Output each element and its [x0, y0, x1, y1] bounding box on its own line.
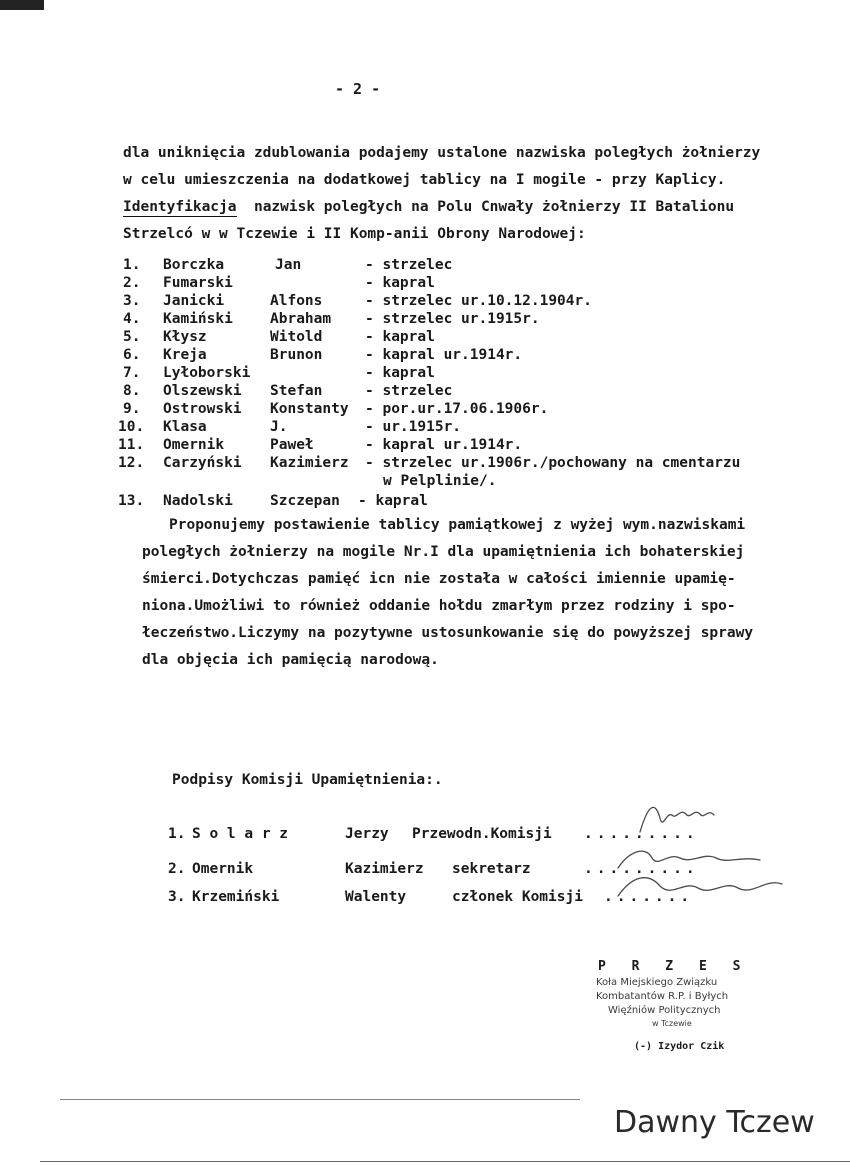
list-item-no: 8. — [123, 383, 141, 399]
signatures-heading: Podpisy Komisji Upamiętnienia:. — [172, 772, 443, 788]
list-item-info: - ur.1915r. — [365, 419, 462, 435]
identification-rest: nazwisk poległych na Polu Cnwały żołnierzy II Batalionu — [253, 199, 735, 215]
list-item-name: Konstanty — [270, 401, 349, 417]
list-item-surname: Kamiński — [163, 311, 233, 327]
identification-underlined: Identyfikacja — [123, 199, 237, 215]
list-item-surname: Kreja — [163, 347, 207, 363]
list-item-no: 9. — [123, 401, 141, 417]
page-number: - 2 - — [335, 80, 381, 98]
signatory-name: Jerzy — [345, 826, 389, 842]
list-item-no: 11. — [118, 437, 145, 453]
list-item-no: 13. — [118, 493, 145, 509]
scan-edge-top-left — [0, 0, 44, 10]
list-item-name: Brunon — [270, 347, 323, 363]
list-item-name: Paweł — [270, 437, 314, 453]
list-item-no: 6. — [123, 347, 141, 363]
list-item-info: - kapral ur.1914r. — [365, 347, 523, 363]
signatory-no: 2. — [168, 861, 186, 877]
list-item-name: Abraham — [270, 311, 332, 327]
proposal-line-2: poległych żołnierzy na mogile Nr.I dla upamiętnienia ich bohaterskiej — [142, 544, 745, 560]
list-item-surname: Fumarski — [163, 275, 233, 291]
identification-label — [123, 200, 734, 215]
list-item-surname: Olszewski — [163, 383, 242, 399]
list-item-name: Stefan — [270, 383, 323, 399]
list-item-name: Jan — [275, 257, 302, 273]
signatory-role: członek Komisji — [452, 889, 583, 905]
stamp-signed: (-) Izydor Czik — [634, 1041, 725, 1052]
stamp-line-3: Więźniów Politycznych — [608, 1005, 721, 1016]
list-item-no: 1. — [123, 257, 141, 273]
stamp-line-2: Kombatantów R.P. i Byłych — [596, 991, 729, 1002]
list-item-surname: Nadolski — [163, 493, 233, 509]
list-item-no: 2. — [123, 275, 141, 291]
list-item-no: 12. — [118, 455, 145, 471]
scan-line — [40, 1161, 850, 1162]
list-item-info: - kapral ur.1914r. — [365, 437, 523, 453]
signatory-surname: S o l a r z — [192, 826, 289, 842]
list-item-surname: Omernik — [163, 437, 225, 453]
stamp-title: P R Z E S — [598, 959, 750, 974]
list-item-info: - strzelec ur.10.12.1904r. — [365, 293, 592, 309]
intro-line-1: dla uniknięcia zdublowania podajemy ustalone nazwiska poległych żołnierzy — [123, 145, 761, 161]
list-item-surname: Carzyński — [163, 455, 242, 471]
proposal-line-5: łeczeństwo.Liczymy na pozytywne ustosunkowanie się do powyższej sprawy — [142, 625, 754, 641]
list-item-no: 7. — [123, 365, 141, 381]
signature-line: ......... — [584, 826, 699, 842]
signature-line: ......... — [584, 861, 699, 877]
signatory-role: sekretarz — [452, 861, 531, 877]
identification-line-2: Strzelcó w w Tczewie i II Komp-anii Obrony Narodowej: — [123, 226, 586, 242]
list-item-surname: Ostrowski — [163, 401, 242, 417]
list-item-name: Witold — [270, 329, 323, 345]
list-item-name: Szczepan — [270, 493, 340, 509]
list-item-info: - strzelec — [365, 383, 453, 399]
proposal-line-4: niona.Umożliwi to również oddanie hołdu zmarłym przez rodziny i spo- — [142, 598, 736, 614]
stamp-line-4: w Tczewie — [652, 1019, 692, 1028]
list-item-name: Alfons — [270, 293, 323, 309]
list-item-info-continued: w Pelplinie/. — [383, 473, 497, 489]
list-item-no: 4. — [123, 311, 141, 327]
signatory-name: Walenty — [345, 889, 407, 905]
signatory-role: Przewodn.Komisji — [412, 826, 552, 842]
list-item-surname: Borczka — [163, 257, 225, 273]
list-item-no: 3. — [123, 293, 141, 309]
list-item-info: - strzelec ur.1915r. — [365, 311, 540, 327]
list-item-info: - kapral — [365, 275, 435, 291]
list-item-info: - strzelec — [365, 257, 453, 273]
list-item-info: - kapral — [365, 365, 435, 381]
list-item-surname: Klasa — [163, 419, 207, 435]
proposal-line-3: śmierci.Dotychczas pamięć icn nie została w całości imiennie upamię- — [142, 571, 736, 587]
signatory-surname: Omernik — [192, 861, 254, 877]
list-item-info: - por.ur.17.06.1906r. — [365, 401, 549, 417]
signatory-no: 3. — [168, 889, 186, 905]
signatory-no: 1. — [168, 826, 186, 842]
signatory-surname: Krzemiński — [192, 889, 280, 905]
scan-line — [60, 1099, 580, 1100]
list-item-surname: Kłysz — [163, 329, 207, 345]
list-item-no: 10. — [118, 419, 145, 435]
watermark: Dawny Tczew — [614, 1105, 815, 1140]
list-item-no: 5. — [123, 329, 141, 345]
list-item-surname: Janicki — [163, 293, 225, 309]
list-item-surname: Lyłoborski — [163, 365, 251, 381]
signatory-name: Kazimierz — [345, 861, 424, 877]
list-item-info: - kapral — [358, 493, 428, 509]
signature-line: ....... — [604, 889, 694, 905]
stamp-line-1: Koła Miejskiego Związku — [596, 977, 718, 988]
intro-line-2: w celu umieszczenia na dodatkowej tablicy na I mogile - przy Kaplicy. — [123, 172, 726, 188]
list-item-name: Kazimierz — [270, 455, 349, 471]
list-item-name: J. — [270, 419, 288, 435]
proposal-line-1: Proponujemy postawienie tablicy pamiątkowej z wyżej wym.nazwiskami — [169, 517, 746, 533]
list-item-info: - kapral — [365, 329, 435, 345]
list-item-info: - strzelec ur.1906r./pochowany na cmentarzu — [365, 455, 741, 471]
proposal-line-6: dla objęcia ich pamięcią narodową. — [142, 652, 439, 668]
